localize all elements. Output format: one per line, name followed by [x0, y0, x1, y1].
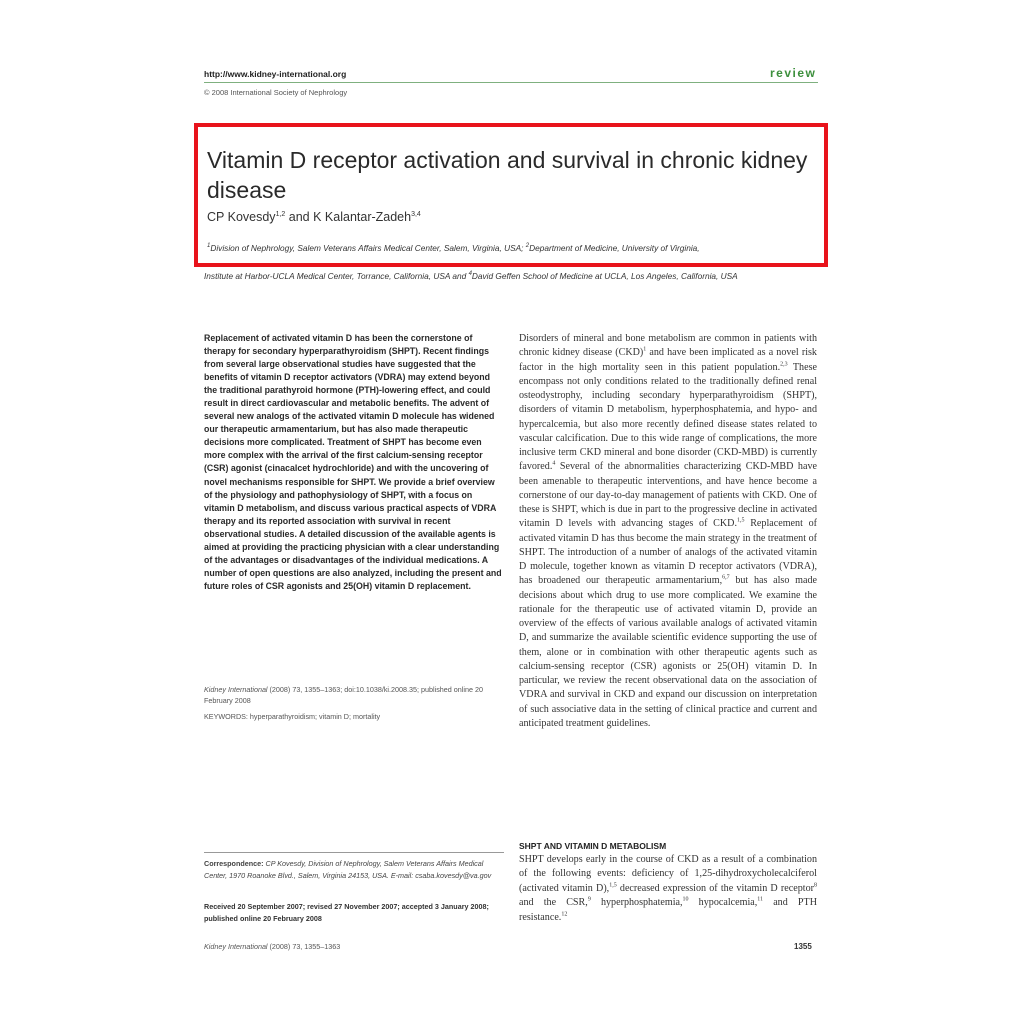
affil-mark-4: 4 — [468, 271, 472, 277]
author-1-affil: 1,2 — [275, 210, 286, 218]
body-text: These encompass not only conditions related to the traditionally defined renal osteodystrophy, including secondary hyperparathyroidism (SHPT), disorders of vitamin D metabolism, hyperphosphatemia, and hypo- and hypercalcemia, but also more recently defined disease states related to vascular calcification. Due to this wide range of complications, the more inclusive term CKD mineral and bone disorder (CKD-MBD) is currently favored. — [519, 361, 817, 473]
author-2: K Kalantar-Zadeh — [313, 210, 412, 224]
body-text: Replacement of activated vitamin D has thus become the main strategy in the treatment of SHPT. The introduction of a number of analogs of the activated vitamin D molecule, together known as vitamin D receptor activators (VDRA), has broadened our therapeutic armamentarium, — [519, 518, 817, 587]
author-2-affil: 3,4 — [411, 210, 421, 218]
abstract: Replacement of activated vitamin D has been the cornerstone of therapy for secondary hyperparathyroidism (SHPT). Recent findings from several large observational studies have suggested that the benefits of vitamin D receptor activators (VDRA) may extend beyond the traditional parathyroid hormone (PTH)-lowering effect, and could result in direct cardiovascular and metabolic benefits. The advent of several new analogs of the activated vitamin D molecule has widened our therapeutic armamentarium, but has also made therapeutic decisions more complicated. Treatment of SHPT has become even more complex with the arrival of the first calcium-sensing receptor (CSR) agonist (cinacalcet hydrochloride) and with the uncovering of novel mechanisms responsible for SHPT. We provide a brief overview of the physiology and pathophysiology of SHPT, with a focus on vitamin D metabolism, and discuss various practical aspects of VDRA therapy and its reported association with survival in recent observational studies. A detailed discussion of the available agents is aimed at providing the practicing physician with a clear understanding of the advantages or disadvantages of the individual medications. A number of open questions are also analyzed, including the present and future roles of CSR agonists and 25(OH) vitamin D replacement. — [204, 333, 502, 591]
author-1: CP Kovesdy — [207, 210, 276, 224]
received-dates: Received 20 September 2007; revised 27 November 2007; accepted 3 January 2008; published online 20 February 2008 — [204, 902, 489, 923]
body-text: hyperphosphatemia, — [590, 897, 683, 909]
body-text: but has also made decisions about which drug to use more complicated. We examine the rationale for the therapeutic use of activated vitamin D, provide an overview of the effects of various available analogs of activated vitamin D, and summarize the available scientific evidence supporting the use of them, alone or in combination with other therapeutic agents such as calcium-sensing receptor (CSR) agonists or 25(OH) vitamin D. In particular, we review the recent observational data on the association of VDRA and survival in CKD and expand our discussion on interpretation of such associative data in the setting of clinical practice and current and anticipated treatment guidelines. — [519, 575, 817, 729]
affil-text-1: Division of Nephrology, Salem Veterans Affairs Medical Center, Salem, Virginia, USA; — [210, 242, 526, 253]
section-heading: SHPT AND VITAMIN D METABOLISM — [519, 841, 667, 851]
title-highlight-box — [194, 123, 828, 267]
authors-and: and — [285, 210, 314, 224]
authors — [207, 210, 421, 224]
section-body — [519, 853, 817, 925]
correspondence-rule — [204, 852, 504, 853]
body-text: and PTH resistance. — [519, 897, 817, 923]
ref-mark[interactable]: 1 — [643, 346, 647, 353]
ref-mark[interactable]: 4 — [552, 460, 556, 467]
ref-mark[interactable]: 12 — [561, 911, 568, 918]
body-text: and the CSR, — [519, 897, 588, 909]
affiliation-continued — [204, 267, 820, 283]
body-text: SHPT develops early in the course of CKD as a result of a combination of the following events: deficiency of 1,25-dihydroxycholecalciferol (activated vitamin D), — [519, 854, 817, 894]
footer-details: (2008) 73, 1355–1363 — [267, 942, 341, 951]
affil-text-3: Institute at Harbor-UCLA Medical Center, Torrance, California, USA and — [204, 270, 469, 281]
copyright: © 2008 International Society of Nephrology — [204, 88, 348, 97]
ref-mark[interactable]: 8 — [814, 882, 817, 889]
correspondence — [204, 858, 504, 882]
citation — [204, 684, 504, 706]
body-text: hypocalcemia, — [688, 897, 758, 909]
ref-mark[interactable]: 11 — [757, 896, 764, 903]
section-label: review — [770, 66, 817, 80]
page-number: 1355 — [794, 942, 812, 951]
body-text: and have been implicated as a novel risk factor in the high mortality seen in this patient population. — [519, 347, 817, 373]
ref-mark[interactable]: 1,5 — [609, 882, 617, 889]
correspondence-text: CP Kovesdy, Division of Nephrology, Salem Veterans Affairs Medical Center, 1970 Roanoke Blvd., Salem, Virginia 24153, USA. E-mail: csaba.kovesdy@va.gov — [204, 859, 492, 880]
header-rule — [204, 82, 818, 83]
body-text: decreased expression of the vitamin D receptor — [616, 882, 814, 894]
affil-text-2: Department of Medicine, University of Virginia, — [529, 242, 700, 253]
ref-mark[interactable]: 6,7 — [722, 574, 730, 581]
footer-citation — [204, 942, 340, 951]
keywords: KEYWORDS: hyperparathyroidism; vitamin D; mortality — [204, 712, 381, 721]
body-text: Disorders of mineral and bone metabolism are common in patients with chronic kidney disease (CKD) — [519, 333, 817, 359]
ref-mark[interactable]: 9 — [587, 896, 591, 903]
journal-url[interactable]: http://www.kidney-international.org — [204, 69, 347, 79]
affil-mark-1: 1 — [207, 243, 211, 249]
ref-mark[interactable]: 1,5 — [736, 517, 745, 524]
affil-mark-2: 2 — [525, 243, 530, 249]
affiliation-line-1 — [207, 240, 819, 255]
body-text: Several of the abnormalities characterizing CKD-MBD have been amenable to therapeutic interventions, and have hence become a cornerstone of our day-to-day management of patients with CKD. One of these is SHPT, which is due in part to the progressive decline in activated vitamin D levels with advancing stages of CKD. — [519, 461, 817, 530]
citation-journal: Kidney International — [204, 685, 268, 694]
ref-mark[interactable]: 10 — [682, 896, 689, 903]
citation-details: (2008) 73, 1355–1363; doi:10.1038/ki.2008.35; published online 20 February 2008 — [204, 685, 483, 705]
article-title: Vitamin D receptor activation and survival in chronic kidney disease — [207, 147, 808, 203]
intro-body — [519, 332, 817, 731]
footer-journal: Kidney International — [204, 942, 268, 951]
affil-text-4: David Geffen School of Medicine at UCLA, Los Angeles, California, USA — [471, 270, 738, 281]
correspondence-label: Correspondence: — [204, 859, 264, 868]
ref-mark[interactable]: 2,3 — [780, 361, 788, 368]
